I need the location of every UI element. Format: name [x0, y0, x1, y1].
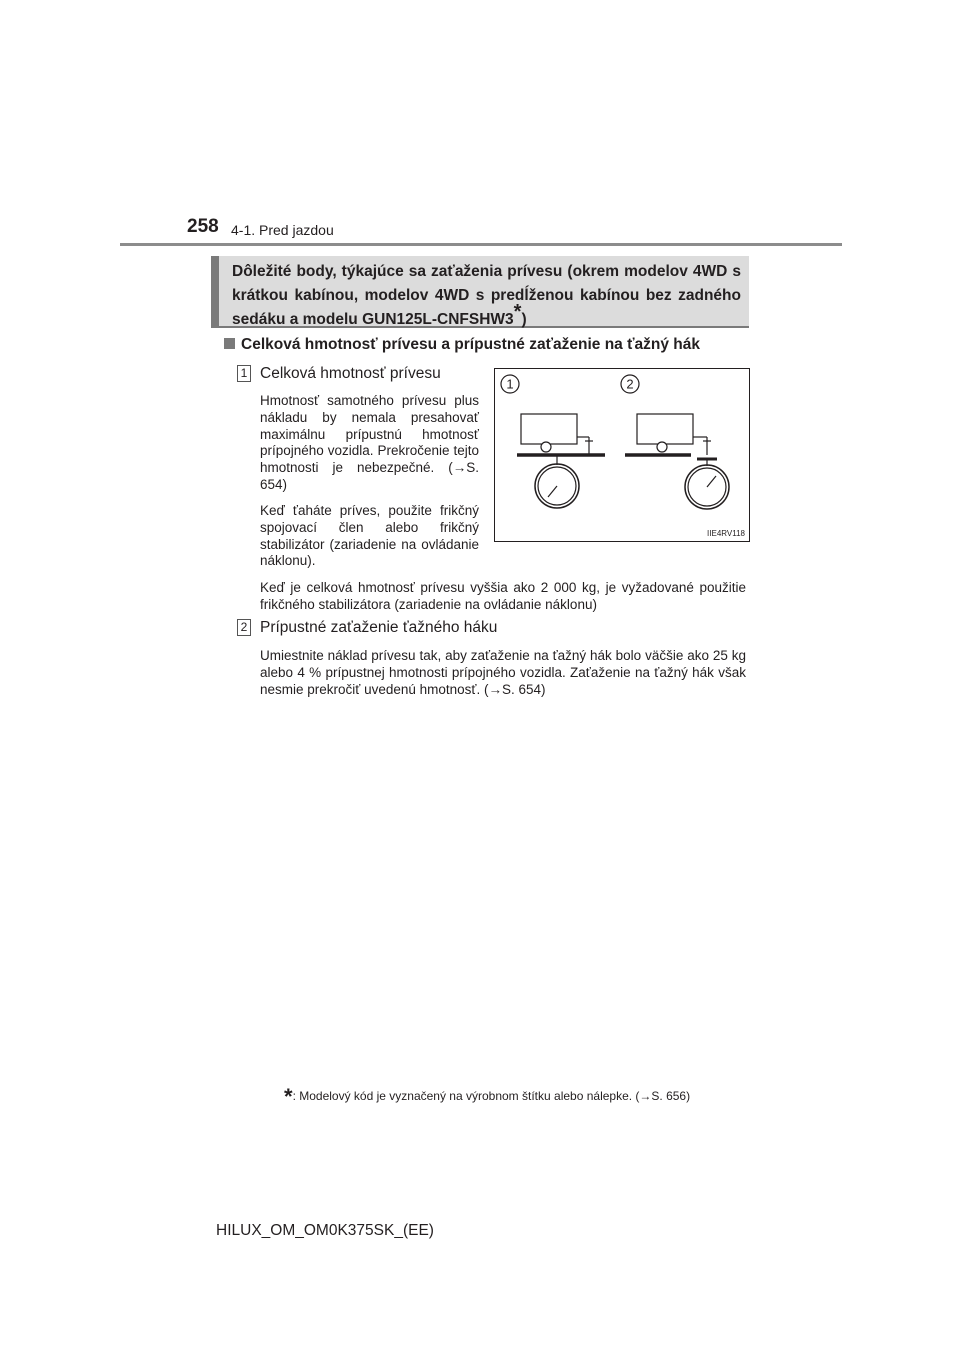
trailer-weight-figure [494, 368, 750, 542]
subheading-text: Celková hmotnosť prívesu a prípustné zaťaženie na ťažný hák [241, 336, 700, 353]
footnote [284, 1084, 690, 1110]
footer-code: HILUX_OM_OM0K375SK_(EE) [216, 1222, 434, 1239]
trailer-on-scale [517, 414, 605, 508]
important-box [211, 256, 749, 328]
subheading [224, 336, 700, 354]
section-title: 4-1. Pred jazdou [231, 222, 334, 238]
item-1-title: Celková hmotnosť prívesu [260, 365, 441, 382]
item-2-para: Umiestnite náklad prívesu tak, aby zaťaženie na ťažný hák bolo väčšie ako 25 kg alebo 4 % prípustnej hmotnosti prípojného vozidla. Zaťaženie na ťažný hák však nesmie prekročiť uvedenú hmotnosť. (→S. 654) [260, 648, 746, 697]
figure-label-1: 1 [506, 376, 514, 392]
header-rule [120, 243, 842, 246]
item-2-title: Prípustné zaťaženie ťažného háku [260, 619, 498, 636]
box-title: Dôležité body, týkajúce sa zaťaženia prívesu (okrem modelov 4WD s krátkou kabínou, modelov 4WD s predĺženou kabínou bez zadného sedáku a modelu GUN125L-CNFSHW3 [232, 263, 741, 328]
figure-code: IIE4RV118 [707, 529, 745, 538]
trailer-scale-diagram [495, 369, 749, 541]
page-number: 258 [187, 216, 219, 237]
item-1-para-3: Keď je celková hmotnosť prívesu vyššia ako 2 000 kg, je vyžadované použitie frikčného stabilizátora (zariadenie na ovládanie náklonu) [260, 580, 746, 612]
footnote-asterisk: * [284, 1084, 293, 1109]
figure-label-2: 2 [626, 376, 634, 392]
box-asterisk: * [513, 300, 522, 323]
item-2-number: 2 [237, 619, 251, 636]
item-1-number: 1 [237, 365, 251, 382]
item-1-para-2: Keď ťaháte príves, použite frikčný spojovací člen alebo frikčný stabilizátor (zariadenie na ovládanie náklonu). [260, 503, 479, 569]
footnote-text: : Modelový kód je vyznačený na výrobnom štítku alebo nálepke. (→S. 656) [292, 1089, 691, 1103]
box-title-close: ) [521, 311, 527, 328]
item-1-para-1: Hmotnosť samotného prívesu plus nákladu by nemala presahovať maximálnu prípustnú hmotnosť prípojného vozidla. Prekročenie tejto hmotnosti je nebezpečné. (→S. 654) [260, 393, 479, 492]
tongue-on-scale [625, 414, 729, 509]
square-bullet-icon [224, 338, 235, 349]
